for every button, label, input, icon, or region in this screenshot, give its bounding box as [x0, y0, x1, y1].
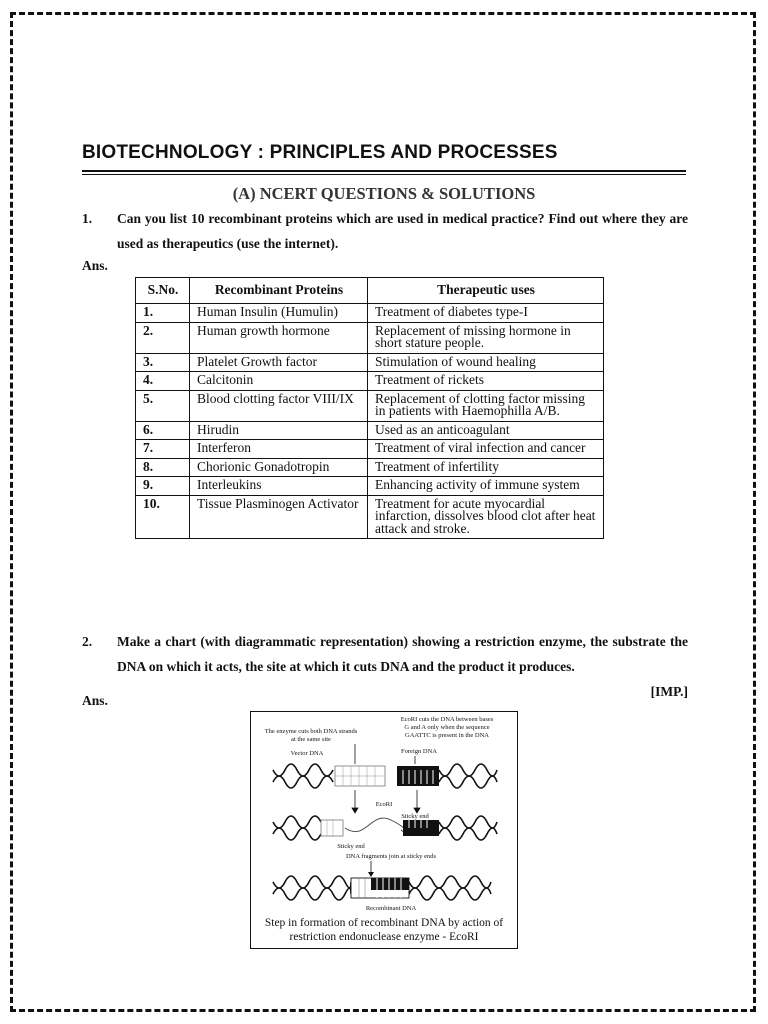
- recombinant-insert: [351, 878, 409, 898]
- row-use: Treatment of infertility: [368, 458, 604, 477]
- table-row: [136, 372, 604, 391]
- title-underline-thin: [82, 174, 686, 175]
- label-ecori-2: G and A only when the sequence: [404, 724, 490, 731]
- vector-fragment-helix: [273, 816, 321, 840]
- label-enzyme: The enzyme cuts both DNA strands: [264, 728, 358, 735]
- figure-caption: [251, 916, 517, 944]
- row-protein: Interferon: [190, 440, 368, 459]
- question-1-text: Can you list 10 recombinant proteins which are used in medical practice? Find out where they are used as therapeutics (use the internet).: [117, 211, 688, 251]
- table-row: [136, 440, 604, 459]
- label-sticky-end-2: Sticky end: [337, 843, 365, 850]
- row-sno: 3.: [136, 353, 190, 372]
- foreign-sticky-end: [403, 820, 439, 836]
- header-use: Therapeutic uses: [368, 278, 604, 304]
- question-2: [82, 629, 688, 699]
- table-row: [136, 390, 604, 421]
- join-arrowhead: [368, 872, 374, 877]
- question-1: [82, 206, 688, 256]
- row-sno: 6.: [136, 421, 190, 440]
- question-2-number: 2.: [82, 634, 93, 649]
- figure-caption-line-2: restriction endonuclease enzyme - EcoRI: [289, 931, 479, 943]
- label-join: DNA fragments join at sticky ends: [345, 853, 437, 860]
- vector-cut-site: [335, 766, 385, 786]
- label-sticky-end-1: Sticky end: [401, 813, 429, 820]
- table-row: [136, 304, 604, 323]
- table-row: [136, 353, 604, 372]
- label-ecori: EcoRI: [375, 801, 393, 808]
- question-2-text: [117, 629, 688, 679]
- figure-caption-line-1: Step in formation of recombinant DNA by action of: [264, 917, 504, 929]
- row-use: Replacement of clotting factor missing in patients with Haemophilla A/B.: [368, 390, 604, 421]
- vector-sticky-end: [321, 820, 343, 836]
- row-sno: 7.: [136, 440, 190, 459]
- row-use: Used as an anticoagulant: [368, 421, 604, 440]
- row-use: Treatment for acute myocardial infarction, dissolves blood clot after heat attack and stroke.: [368, 495, 604, 539]
- row-protein: Hirudin: [190, 421, 368, 440]
- row-protein: Chorionic Gonadotropin: [190, 458, 368, 477]
- row-sno: 2.: [136, 322, 190, 353]
- row-sno: 9.: [136, 477, 190, 496]
- row-use: Replacement of missing hormone in short stature people.: [368, 322, 604, 353]
- foreign-dna-helix: [439, 764, 497, 788]
- table-row: [136, 322, 604, 353]
- row-protein: Human Insulin (Humulin): [190, 304, 368, 323]
- label-foreign-dna: Foreign DNA: [401, 748, 437, 755]
- row-protein: Platelet Growth factor: [190, 353, 368, 372]
- question-1-number: 1.: [82, 211, 93, 226]
- vector-dna-helix: [273, 764, 333, 788]
- foreign-fragment-helix: [439, 816, 497, 840]
- row-use: Enhancing activity of immune system: [368, 477, 604, 496]
- importance-tag: [IMP.]: [650, 684, 688, 699]
- row-protein: Interleukins: [190, 477, 368, 496]
- header-sno: S.No.: [136, 278, 190, 304]
- row-protein: Blood clotting factor VIII/IX: [190, 390, 368, 421]
- row-use: Treatment of viral infection and cancer: [368, 440, 604, 459]
- table-header-row: [136, 278, 604, 304]
- label-ecori-3: GAATTC is present in the DNA: [405, 732, 489, 739]
- table-row: [136, 421, 604, 440]
- row-protein: Calcitonin: [190, 372, 368, 391]
- answer-1-label: Ans.: [82, 258, 108, 273]
- table-row: [136, 477, 604, 496]
- label-enzyme-2: at the same site: [291, 736, 331, 743]
- row-sno: 10.: [136, 495, 190, 539]
- row-protein: Tissue Plasminogen Activator: [190, 495, 368, 539]
- row-sno: 1.: [136, 304, 190, 323]
- question-2-body: Make a chart (with diagrammatic representation) showing a restriction enzyme, the substrate the DNA on which it acts, the site at which it cuts DNA and the product it produces.: [117, 634, 688, 674]
- row-use: Treatment of rickets: [368, 372, 604, 391]
- ecori-diagram-svg: [251, 712, 517, 948]
- answer-2-label: Ans.: [82, 693, 108, 708]
- ecori-diagram: [250, 711, 518, 949]
- row-use: Stimulation of wound healing: [368, 353, 604, 372]
- label-recombinant-dna: Recombinant DNA: [365, 905, 417, 912]
- table-row: [136, 495, 604, 539]
- row-sno: 8.: [136, 458, 190, 477]
- page-title: BIOTECHNOLOGY : PRINCIPLES AND PROCESSES: [82, 142, 558, 163]
- label-vector-dna: Vector DNA: [290, 750, 324, 757]
- header-protein: Recombinant Proteins: [190, 278, 368, 304]
- table-row: [136, 458, 604, 477]
- foreign-dna-segment: [397, 766, 439, 786]
- row-use: Treatment of diabetes type-I: [368, 304, 604, 323]
- row-sno: 4.: [136, 372, 190, 391]
- title-underline: [82, 170, 686, 172]
- recombinant-proteins-table: [135, 277, 604, 539]
- label-ecori-1: EcoRI cuts the DNA between bases: [400, 716, 494, 723]
- row-protein: Human growth hormone: [190, 322, 368, 353]
- joining-curve: [345, 818, 408, 833]
- section-subtitle: (A) NCERT QUESTIONS & SOLUTIONS: [232, 184, 536, 203]
- row-sno: 5.: [136, 390, 190, 421]
